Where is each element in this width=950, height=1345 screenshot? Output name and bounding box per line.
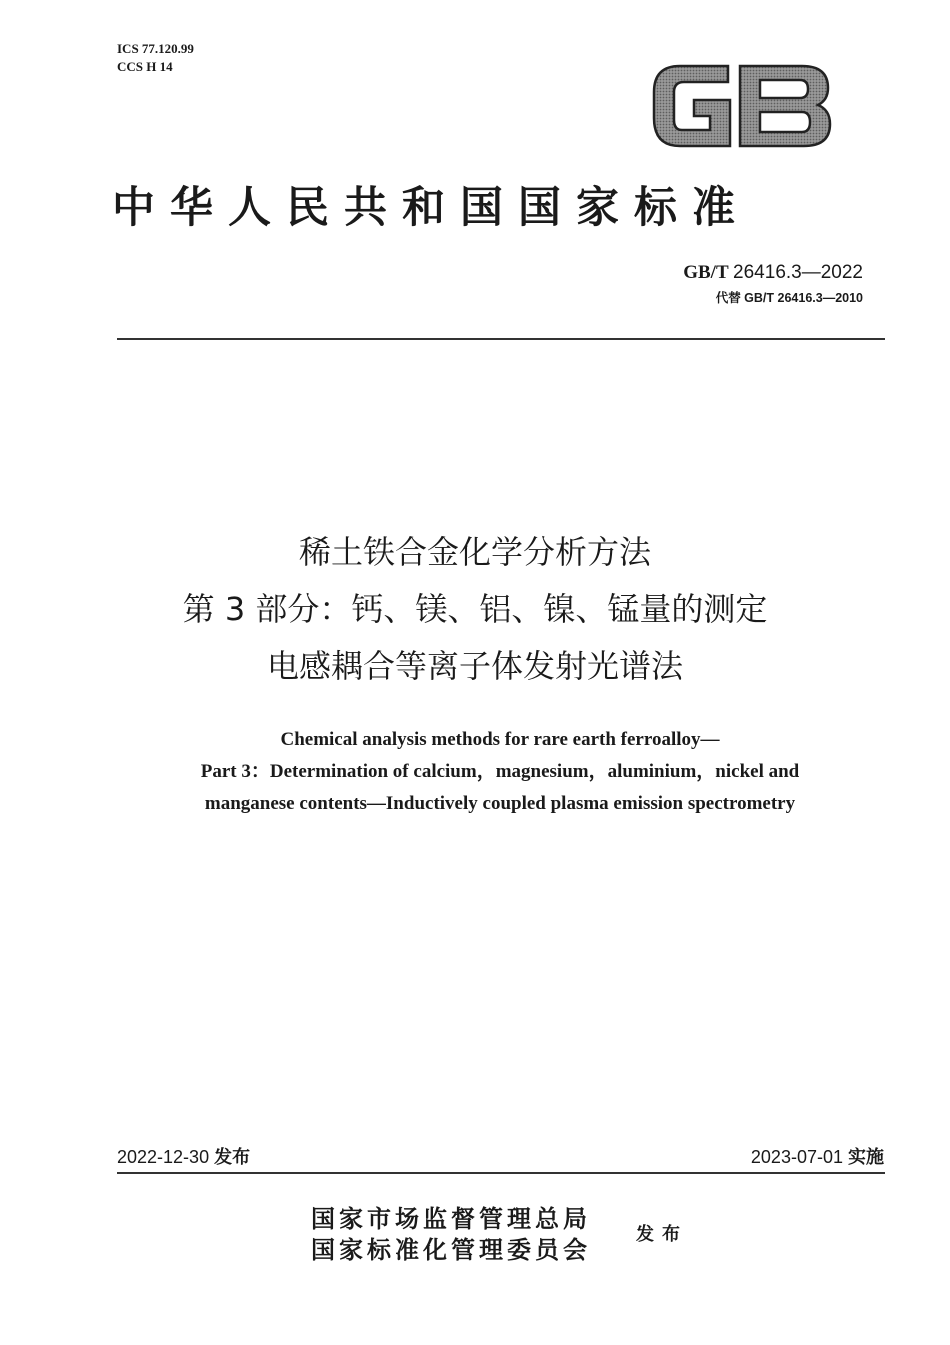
effective-date [751, 1145, 884, 1170]
logo-g-shape [654, 66, 730, 146]
logo-b-shape [740, 66, 830, 146]
classification-codes [117, 40, 194, 76]
release-date-value: 2022-12-30 [117, 1147, 210, 1167]
chinese-title-line-3: 电感耦合等离子体发射光谱法 [266, 647, 683, 685]
english-title-line-1: Chemical analysis methods for rare earth ferroalloy— [280, 729, 720, 750]
chinese-title-line-1: 稀土铁合金化学分析方法 [298, 533, 651, 571]
english-title-line-2: Part 3：Determination of calcium，magnesium，aluminium，nickel and [200, 761, 800, 782]
effective-word: 实施 [848, 1147, 884, 1168]
replaces-standard: 代替 GB/T 26416.3—2010 [715, 291, 863, 305]
chinese-title-line-2: 第 3 部分：钙、镁、铝、镍、锰量的测定 [182, 590, 768, 628]
release-word: 发布 [214, 1147, 251, 1168]
standard-number-block [683, 262, 863, 306]
footer-divider [117, 1172, 885, 1174]
issuer-sac: 国家标准化管理委员会 [311, 1235, 591, 1264]
release-date [117, 1145, 250, 1170]
effective-date-value: 2023-07-01 [750, 1147, 843, 1167]
ics-code: ICS 77.120.99 [117, 41, 194, 56]
gb-logo-icon [650, 60, 833, 150]
standard-number [683, 262, 863, 284]
standard-prefix: GB/T [683, 262, 734, 283]
chinese-title [0, 524, 950, 695]
header-divider [117, 338, 885, 340]
ccs-code: CCS H 14 [117, 59, 173, 74]
issuer-samr: 国家市场监督管理总局 [311, 1204, 591, 1233]
standard-number-value: 26416.3—2022 [733, 262, 863, 283]
issuing-organizations [311, 1203, 591, 1265]
issue-label: 发布 [636, 1224, 688, 1245]
national-standard-title: 中华人民共和国国家标准 [112, 183, 750, 233]
english-title-line-3: manganese contents—Inductively coupled plasma emission spectrometry [204, 793, 796, 814]
english-title [0, 724, 950, 820]
